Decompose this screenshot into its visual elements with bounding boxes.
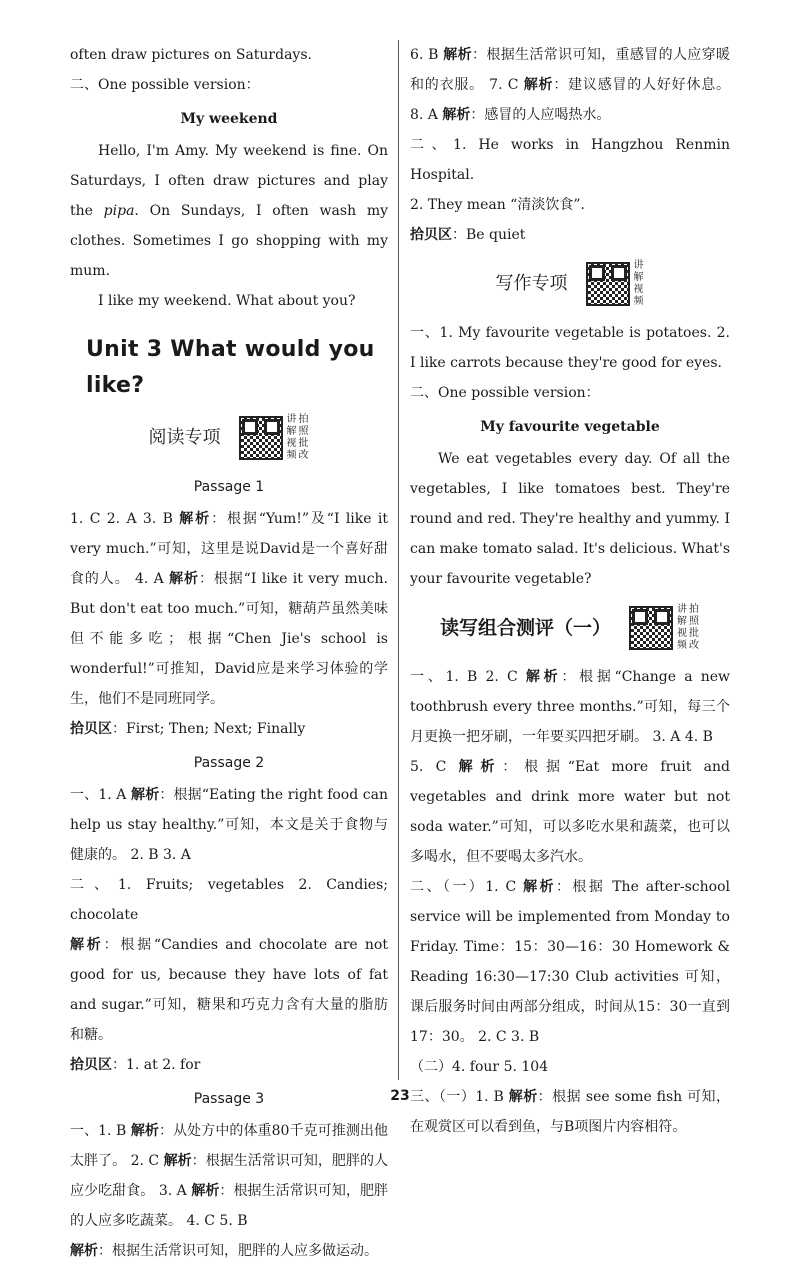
section-title: 阅读专项 [148, 427, 221, 448]
passage-title: Passage 1 [193, 479, 265, 495]
passage-title: Passage 2 [193, 755, 265, 771]
left-column [70, 40, 388, 1266]
essay-title: My weekend [180, 111, 278, 127]
qr-block[interactable] [239, 414, 310, 462]
answer-paragraph: 一、1. A 解析：根据“Eating the right food can help us stay healthy.”可知，本文是关于食物与健康的。 2. B 3. A [70, 787, 389, 863]
section-header-reading [70, 414, 388, 462]
version-label: 二、One possible version： [70, 77, 260, 93]
text-line: often draw pictures on Saturdays. [70, 47, 312, 63]
answer-paragraph: 1. C 2. A 3. B 解析：根据“Yum!”及“I like it very much.”可知，这里是说David是一个喜好甜食的人。 4. A 解析：根据“I like it very much. But don't eat too much.”可知，糖葫芦虽然美味但不能多吃；根据“Chen Jie's school is wonderful!”可推知，David应是来学习体验的学生，他们不是同班同学。 [70, 511, 389, 707]
version-label: 二、One possible version： [410, 385, 600, 401]
essay-paragraph: Hello, I'm Amy. My weekend is fine. On Saturdays, I often draw pictures and play the pipa. On Sundays, I often wash my clothes. Sometimes I go shopping with my mum. [70, 143, 389, 279]
qr-block[interactable] [629, 604, 700, 652]
section-header-test [410, 604, 730, 652]
qr-code-icon[interactable] [239, 416, 283, 460]
section-title: 读写组合测评（一） [439, 617, 611, 639]
page-number: 23 [390, 1088, 410, 1104]
section-header-writing [410, 260, 730, 308]
right-column [410, 40, 730, 1142]
answer-paragraph: 解析：根据“Candies and chocolate are not good for us, because they have lots of fat and sugar.”可知，糖果和巧克力含有大量的脂肪和糖。 [70, 937, 388, 1043]
qr-label: 讲 解 视 频 [633, 260, 644, 307]
answer-paragraph: 5. C 解析：根据“Eat more fruit and vegetables and drink more water but not soda water.”可知，可以多吃水果和蔬菜，也可以多喝水，但不要喝太多汽水。 [410, 759, 731, 865]
answer-paragraph: 二、1. Fruits; vegetables 2. Candies; chocolate [70, 877, 388, 923]
unit-title: Unit 3 What would you like? [86, 337, 375, 398]
qr-code-icon[interactable] [586, 262, 630, 306]
passage-title: Passage 3 [193, 1091, 265, 1107]
section-title: 写作专项 [495, 273, 568, 294]
essay-title: My favourite vegetable [480, 419, 660, 435]
answer-paragraph: 三、（一）1. B 解析：根据 see some fish 可知，在观赏区可以看到鱼，与B项图片内容相符。 [410, 1089, 731, 1135]
answer-paragraph: 2. They mean “清淡饮食”. [410, 197, 585, 213]
answer-paragraph: 一、1. B 解析：从处方中的体重80千克可推测出他太胖了。 2. C 解析：根据生活常识可知，肥胖的人应少吃甜食。 3. A 解析：根据生活常识可知，肥胖的人应多吃蔬菜。 4. C 5. B [70, 1123, 389, 1229]
answer-paragraph: 6. B 解析：根据生活常识可知，重感冒的人应穿暖和的衣服。 7. C 解析：建议感冒的人好好休息。 8. A 解析：感冒的人应喝热水。 [410, 47, 731, 123]
answer-paragraph: 二、（一）1. C 解析：根据 The after-school service will be implemented from Monday to Friday. Time：15：30—16：30 Homework & Reading 16:30—17:30 Club activities 可知，课后服务时间由两部分组成，时间从15：30一直到17：30。 2. C 3. B [410, 879, 730, 1045]
answer-paragraph: 一、1. My favourite vegetable is potatoes. 2. I like carrots because they're good for eyes. [410, 325, 730, 371]
qr-label: 讲 拍 解 照 视 批 频 改 [677, 604, 699, 651]
column-divider [398, 40, 399, 1080]
answer-paragraph: （二）4. four 5. 104 [410, 1059, 549, 1075]
shell-line: 拾贝区：First; Then; Next; Finally [70, 721, 306, 737]
shell-line: 拾贝区：Be quiet [410, 227, 526, 243]
answer-paragraph: 二、1. He works in Hangzhou Renmin Hospital. [410, 137, 730, 183]
answer-paragraph: 一、1. B 2. C 解析：根据“Change a new toothbrush every three months.”可知，每三个月更换一把牙刷，一年要买四把牙刷。 3. A 4. B [410, 669, 731, 745]
essay-paragraph: We eat vegetables every day. Of all the vegetables, I like tomatoes best. They're round and red. They're healthy and yummy. I can make tomato salad. It's delicious. What's your favourite vegetable? [410, 451, 730, 587]
qr-code-icon[interactable] [629, 606, 673, 650]
qr-label: 讲 拍 解 照 视 批 频 改 [286, 414, 309, 461]
answer-paragraph: 解析：根据生活常识可知，肥胖的人应多做运动。 [70, 1243, 378, 1259]
essay-paragraph: I like my weekend. What about you? [98, 293, 356, 309]
shell-line: 拾贝区：1. at 2. for [70, 1057, 201, 1073]
qr-block[interactable] [586, 260, 645, 308]
